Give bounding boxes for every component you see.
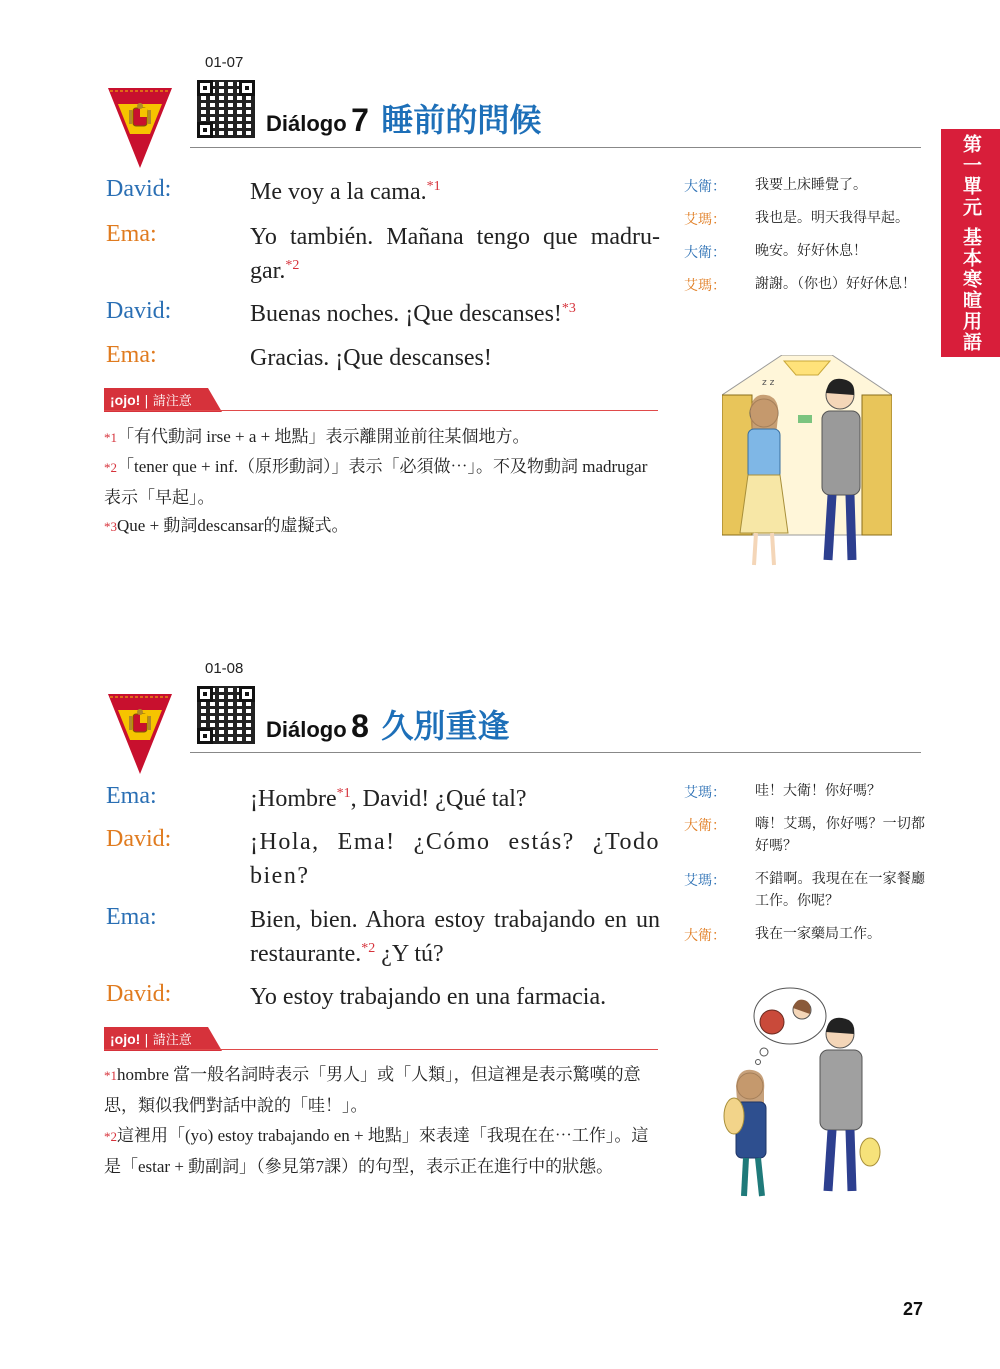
title-divider bbox=[190, 752, 921, 753]
dialog-line: Buenas noches. ¡Que descanses!$^{*3}$ bbox=[250, 301, 576, 327]
translation-text: 不錯啊。我現在在一家餐廳工作。你呢？ bbox=[755, 871, 925, 909]
speaker-label: David: bbox=[106, 981, 172, 1007]
speaker-label: Ema: bbox=[106, 221, 157, 247]
translation-speaker: 大衛： bbox=[684, 818, 726, 834]
speaker-label: Ema: bbox=[106, 783, 157, 809]
audio-track-number: 01-08 bbox=[205, 660, 244, 677]
ojo-divider bbox=[104, 410, 658, 411]
ojo-label: ¡ojo! | 請注意 bbox=[110, 392, 192, 409]
dialog-line: ¡Hola, Ema! ¿Cómo estás? ¿Todo bien? bbox=[250, 829, 660, 889]
dialog-title: Diálogo 8 久別重逢 bbox=[266, 707, 510, 745]
translation-speaker: 大衛： bbox=[684, 928, 726, 944]
dialog-title: Diálogo 7 睡前的問候 bbox=[266, 101, 542, 139]
speaker-label: Ema: bbox=[106, 342, 157, 368]
note-item: *3Que + 動詞descansar的虛擬式。 bbox=[104, 516, 349, 535]
translation-speaker: 艾瑪： bbox=[684, 873, 726, 889]
ojo-divider bbox=[104, 1049, 658, 1050]
translation-speaker: 大衛： bbox=[684, 245, 726, 261]
speaker-label: David: bbox=[106, 826, 172, 852]
translation-text: 我要上床睡覺了。 bbox=[755, 177, 867, 193]
dialog-line: Yo también. Mañana tengo que madru-gar.$^{*2}$ bbox=[250, 224, 660, 284]
dialog-line: Me voy a la cama.$^{*1}$ bbox=[250, 179, 441, 205]
speaker-label: Ema: bbox=[106, 904, 157, 930]
spanish-flag-pennant-icon bbox=[108, 694, 172, 774]
translation-speaker: 大衛： bbox=[684, 179, 726, 195]
speaker-label: David: bbox=[106, 176, 172, 202]
translation-speaker: 艾瑪： bbox=[684, 785, 726, 801]
note-item: *2這裡用「(yo) estoy trabajando en + 地點」來表達「我現在在⋯工作」。這是「estar + 動副詞」（參見第7課）的句型，表示正在進行中的狀態。 bbox=[104, 1126, 649, 1176]
qr-code-icon[interactable] bbox=[197, 80, 255, 138]
translation-text: 哇！大衛！你好嗎？ bbox=[755, 783, 881, 799]
note-item: *1hombre 當一般名詞時表示「男人」或「人類」，但這裡是表示驚嘆的意思，類似我們對話中說的「哇！」。 bbox=[104, 1065, 641, 1115]
reunion-illustration bbox=[720, 986, 890, 1206]
dialog-line: Bien, bien. Ahora estoy trabajando en un restaurante.$^{*2}$ ¿Y tú? bbox=[250, 907, 660, 967]
note-item: *2「tener que + inf.（原形動詞）」表示「必須做⋯」。不及物動詞 madrugar 表示「早起」。 bbox=[104, 457, 648, 507]
translation-text: 我在一家藥局工作。 bbox=[755, 926, 881, 942]
title-divider bbox=[190, 147, 921, 148]
note-item: *1「有代動詞 irse + a + 地點」表示離開並前往某個地方。 bbox=[104, 427, 530, 446]
spanish-flag-pennant-icon bbox=[108, 88, 172, 168]
dialog-line: ¡Hombre$^{*1}$, David! ¿Qué tal? bbox=[250, 786, 527, 812]
translation-speaker: 艾瑪： bbox=[684, 278, 726, 294]
dialog-line: Yo estoy trabajando en una farmacia. bbox=[250, 984, 607, 1010]
translation-text: 嗨！艾瑪，你好嗎？一切都好嗎？ bbox=[755, 816, 925, 854]
translation-speaker: 艾瑪： bbox=[684, 212, 726, 228]
chapter-side-tab: 第一單元 基本寒暄用語 bbox=[941, 129, 1000, 357]
translation-text: 我也是。明天我得早起。 bbox=[755, 210, 909, 226]
svg-text:z z: z z bbox=[762, 378, 775, 388]
qr-code-icon[interactable] bbox=[197, 686, 255, 744]
translation-text: 謝謝。（你也）好好休息！ bbox=[755, 276, 916, 292]
page-number: 27 bbox=[903, 1299, 924, 1319]
hallway-goodnight-illustration bbox=[722, 355, 892, 575]
audio-track-number: 01-07 bbox=[205, 54, 244, 71]
translation-text: 晚安。好好休息！ bbox=[755, 243, 867, 259]
ojo-label: ¡ojo! | 請注意 bbox=[110, 1031, 192, 1048]
speaker-label: David: bbox=[106, 298, 172, 324]
dialog-line: Gracias. ¡Que descanses! bbox=[250, 345, 492, 371]
